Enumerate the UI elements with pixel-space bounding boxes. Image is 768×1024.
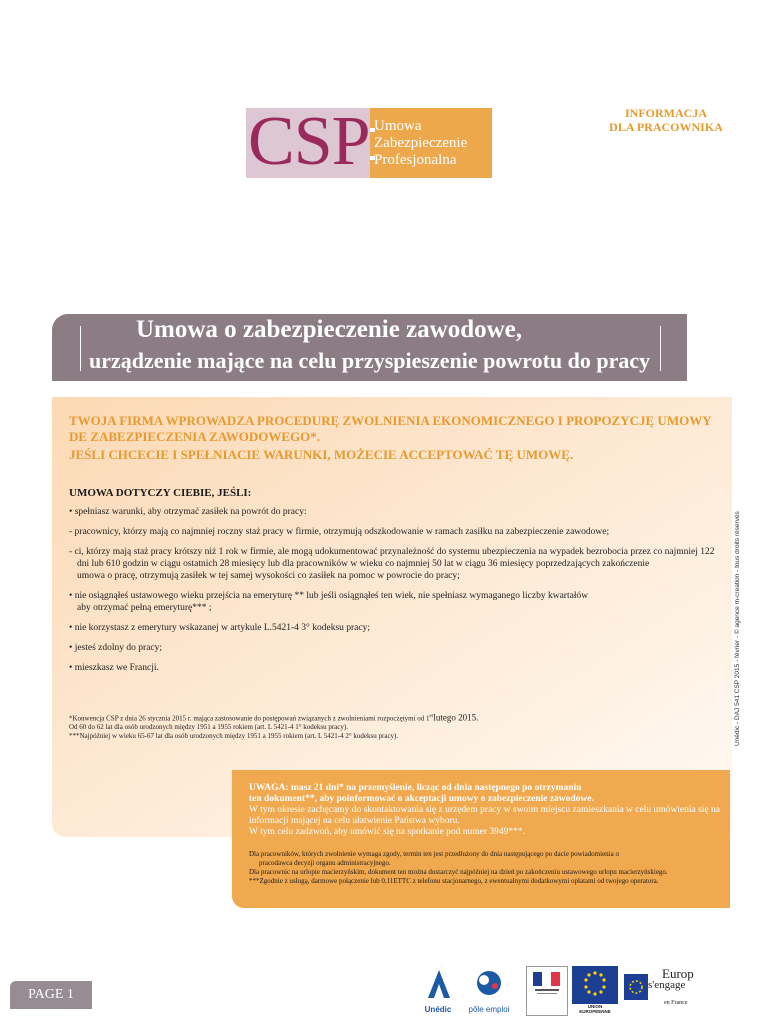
condition-item: • jesteś zdolny do pracy;	[69, 643, 163, 653]
notice-line: informacji mającej na celu ułatwienie Państwa wyboru.	[249, 816, 460, 826]
info-title-line-2: DLA PRACOWNIKA	[609, 120, 723, 134]
europe-text-3: en France	[664, 1000, 688, 1006]
logo-words	[374, 118, 467, 169]
europe-flag-icon	[624, 974, 648, 1000]
logo-word-1: Umowa	[374, 118, 422, 134]
europe-text-2: s'engage	[648, 979, 686, 991]
vertical-credit: Unédic - DAJ 541 CSP 2015 - février - © agence m-creation - tous droits réservés	[734, 511, 741, 746]
condition-item	[69, 546, 729, 582]
info-title	[598, 106, 734, 134]
condition-item: • spełniasz warunki, aby otrzymać zasiłek na powrót do pracy:	[69, 507, 307, 517]
banner-divider	[660, 326, 661, 371]
footnote-text: *Konwencja CSP z dnia 26 stycznia 2015 r. mająca zastosowanie do postępowań związanych z zwolnieniami rozpoczętymi od 1	[69, 714, 430, 723]
footnotes	[69, 712, 569, 741]
europe-engage-logo	[624, 966, 696, 1014]
conditions-list	[69, 506, 729, 682]
logo-word-2: Zabezpieczenie	[374, 135, 468, 151]
intro-text	[69, 413, 729, 463]
info-title-line-1: INFORMACJA	[625, 106, 707, 120]
condition-item: • nie korzystasz z emerytury wskazanej w artykule L.5421-4 3° kodeksu pracy;	[69, 623, 370, 633]
condition-item-line: umowa o pracę, otrzymują zasiłek w tej samej wysokości co zasiłek na pomoc w powrocie do pracy;	[77, 571, 460, 581]
eu-flag-icon	[572, 966, 618, 1004]
banner-divider	[80, 326, 81, 371]
footnote-date: lutego 2015.	[433, 712, 479, 723]
footnote: ***Najpóźniej w wieku 65-67 lat dla osób urodzonych między 1951 a 1955 rokiem (art. L 5421-4 2° kodeksu pracy).	[69, 732, 399, 741]
pole-emploi-logo	[460, 966, 518, 1014]
notice-note: Dla pracowników, których zwolnienie wymaga zgody, termin ten jest przedłużony do dnia następującego po dacie powiadomienia o	[249, 850, 619, 858]
notice-line: W tym celu zadzwoń, aby umówić się na spotkanie pod numer 3949***.	[249, 827, 526, 837]
notice-line: W tym okresie zachęcamy do skontaktowania się z urzędem pracy w swoim miejscu zamieszkania w celu umówienia się na	[249, 805, 720, 815]
notice-note: ***Zgodnie z usługą, darmowe połączenie lub 0,11ETTC z telefonu stacjonarnego, z ewentualnymi dodatkowymi opłatami od twojego operatora.	[249, 877, 659, 885]
marianne-icon	[529, 970, 565, 996]
partner-logos	[418, 966, 718, 1014]
notice-note: pracodawca decyzji organu administracyjnego.	[259, 859, 391, 867]
condition-item-line: aby otrzymać pełną emeryturę*** ;	[77, 603, 212, 613]
logo-word-3: Profesjonalna	[374, 152, 457, 168]
banner-subtitle: urządzenie mające na celu przyspieszenie powrotu do pracy	[89, 348, 651, 373]
conditions-heading: UMOWA DOTYCZY CIEBIE, JEŚLI:	[69, 487, 252, 499]
condition-item: • mieszkasz we Francji.	[69, 663, 159, 673]
pole-emploi-label: pôle emploi	[468, 1005, 510, 1014]
logo-csp-text: CSP	[248, 103, 370, 180]
republique-logo	[526, 966, 568, 1016]
condition-item-line: • nie osiągnąłeś ustawowego wieku przejścia na emeryturę ** lub jeśli osiągnąłeś ten wiek, nie spełniasz wymaganego liczby kwartałów	[69, 591, 589, 601]
condition-item-line: dni lub 610 godzin w ciągu ostatnich 28 miesięcy lub dla pracowników w wieku co najmniej 50 lat w ciągu 36 miesięcy poprzedzających zakończenie	[77, 559, 650, 569]
page-number: PAGE 1	[10, 981, 92, 1009]
intro-line-3: JEŚLI CHCECIE I SPEŁNIACIE WARUNKI, MOŻECIE ACCEPTOWAĆ TĘ UMOWĘ.	[69, 447, 574, 462]
banner-title: Umowa o zabezpieczenie zawodowe,	[136, 316, 523, 343]
notice-notes	[249, 850, 759, 886]
eu-flag-logo	[572, 966, 618, 1014]
footnote-sup: er	[429, 714, 434, 719]
pole-emploi-icon	[472, 968, 506, 998]
notice-text	[249, 783, 739, 838]
notice-bold-line: UWAGA: masz 21 dni* na przemyślenie, licząc od dnia następnego po otrzymaniu	[249, 783, 582, 793]
europe-text-1: Europ	[662, 966, 694, 981]
intro-line-1: TWOJA FIRMA WPROWADZA PROCEDURĘ ZWOLNIENIA EKONOMICZNEGO I PROPOZYCJĘ UMOWY	[69, 413, 712, 428]
notice-bold	[249, 783, 739, 794]
condition-item-line: - ci, którzy mają staż pracy krótszy niż 1 rok w firmie, ale mogą udokumentować przynależność do systemu ubezpieczenia na wypadek bezrobocia przez co najmniej 122	[69, 547, 715, 557]
footnote	[69, 712, 569, 723]
csp-logo	[246, 103, 492, 180]
footnote: Od 60 do 62 lat dla osób urodzonych między 1951 a 1955 rokiem (art. L 5421-4 1° kodeksu pracy).	[69, 723, 348, 732]
eu-label: UNION EUROPÉENNE	[579, 1004, 611, 1014]
notice-bold	[249, 794, 739, 805]
intro-line-2: DE ZABEZPIECZENIA ZAWODOWEGO*.	[69, 429, 321, 444]
notice-bold-line: ten dokument**, aby poinformować o akceptacji umowy o zabezpieczenie zawodowe.	[249, 794, 594, 804]
unedic-label: Unédic	[424, 1005, 452, 1014]
unedic-icon	[424, 966, 454, 1000]
title-banner	[52, 314, 687, 381]
condition-item	[69, 590, 729, 614]
notice-note: Dla pracownic na urlopie macierzyńskim, dokument ten można dostarczyć najpóźniej na dzień po zakończeniu ustawowego urlopu macierzyńskiego.	[249, 868, 668, 876]
unedic-logo	[418, 966, 458, 1014]
condition-item: - pracownicy, którzy mają co najmniej roczny staż pracy w firmie, otrzymują odszkodowanie w ramach zasiłku na zabezpieczenie zawodowe;	[69, 527, 610, 537]
